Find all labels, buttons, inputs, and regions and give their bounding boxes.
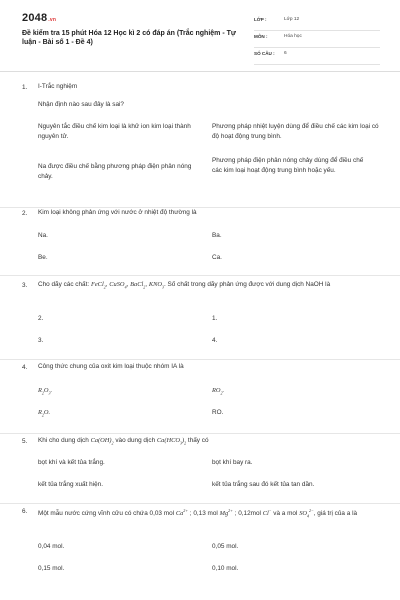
question-text: Công thức chung của oxit kim loại thuộc nhóm IA là [38, 363, 184, 370]
answer-option[interactable]: 0,05 mol. [212, 543, 239, 550]
formula: $Ca(HCO_3)_2$ [156, 437, 187, 446]
answer-option[interactable]: 0,15 mol. [38, 565, 65, 572]
meta-value: 6 [284, 51, 287, 56]
question-number: 6. [22, 508, 28, 515]
answer-option[interactable]: 0,10 mol. [212, 565, 239, 572]
logo-suffix: .vn [48, 17, 57, 23]
document-title: Đề kiểm tra 15 phút Hóa 12 Học kì 2 có đáp án (Trắc nghiệm - Tự luận - Bài số 1 - Đề 4) [22, 30, 236, 46]
answer-option[interactable]: Na. [38, 232, 48, 239]
formula: $SO_4^{2-}$ [299, 508, 314, 519]
answer-option[interactable]: 0,04 mol. [38, 543, 65, 550]
answer-option[interactable]: Phương pháp điện phân nóng chảy dùng để điều chế các kim loại hoạt động trung bình hoặc yếu. [212, 157, 364, 174]
meta-label: MÔN : [254, 34, 268, 39]
answer-option[interactable]: 2. [38, 315, 44, 322]
formula: FeCl$_2$ [90, 281, 106, 290]
answer-option[interactable]: Be. [38, 254, 48, 261]
text-fragment: thấy có [187, 437, 209, 444]
text-fragment: Cho dãy các chất: [38, 281, 90, 288]
question-3 [0, 276, 400, 360]
meta-value: Lớp 12 [284, 17, 300, 22]
answer-option[interactable]: Na được điều chế bằng phương pháp điện phân nóng chảy. [38, 163, 192, 180]
text-fragment: Khi cho dung dịch [38, 437, 89, 444]
answer-option[interactable]: RO. [212, 409, 224, 416]
document-meta [254, 14, 380, 65]
answer-option[interactable]: bọt khí bay ra. [212, 459, 253, 466]
question-text: Cho dãy các chất: FeCl$_2$, CuSO$_4$, BaCl$_2$, $KNO_3$. Số chất trong dãy phản ứng được với dung dịch NaOH là [38, 281, 331, 290]
meta-row-subject [254, 31, 380, 48]
text-fragment: ; 0,12mol [234, 510, 261, 518]
question-number: 1. [22, 84, 28, 91]
formula: $Ca^{2+}$ [175, 508, 188, 518]
answer-option[interactable]: $R_2O_3$. [38, 387, 53, 396]
formula: $KNO_3$ [148, 281, 164, 290]
answer-option[interactable]: Ca. [212, 254, 222, 261]
meta-value: Hóa học [284, 34, 302, 39]
question-text: Kim loại không phản ứng với nước ở nhiệt độ thường là [38, 209, 197, 216]
question-4 [0, 360, 400, 434]
question-text [38, 436, 378, 448]
question-number: 2. [22, 210, 28, 217]
answer-option[interactable]: 4. [212, 337, 218, 344]
formula: CuSO$_4$ [109, 281, 127, 290]
formula: $Mg^{2+}$ [219, 508, 233, 518]
text-fragment: ; 0,13 mol [189, 510, 218, 518]
question-text: Nhận định nào sau đây là sai? [38, 101, 124, 108]
site-logo[interactable] [22, 12, 56, 24]
formula: Cl− [262, 508, 272, 518]
meta-row-class [254, 14, 380, 31]
formula: BaCl$_2$ [130, 281, 146, 290]
question-number: 4. [22, 364, 28, 371]
question-6 [0, 504, 400, 600]
text-fragment: , giá trị của a là [313, 510, 358, 518]
text-fragment: vào dung dịch [115, 437, 156, 444]
answer-option[interactable]: kết tủa trắng sau đó kết tủa tan dần. [212, 481, 315, 488]
meta-label: LỚP : [254, 17, 267, 22]
answer-option[interactable]: 3. [38, 337, 44, 344]
question-text [38, 506, 378, 521]
question-number: 3. [22, 282, 28, 289]
answer-option[interactable]: 1. [212, 315, 218, 322]
question-number: 5. [22, 438, 28, 445]
formula: $Ca(OH)_2$ [90, 437, 114, 446]
answer-option[interactable]: Ba. [212, 232, 222, 239]
question-2 [0, 208, 400, 276]
question-section: I-Trắc nghiệm [38, 83, 78, 90]
answer-option[interactable]: Phương pháp nhiệt luyện dùng để điều chế các kim loại có độ hoạt động trung bình. [212, 123, 379, 140]
question-1 [0, 72, 400, 208]
text-fragment: Số chất trong dãy phản ứng được với dung dịch NaOH là [167, 281, 331, 288]
meta-label: SỐ CÂU : [254, 51, 275, 56]
logo-text: 2048 [22, 12, 48, 24]
text-fragment: Một mẫu nước cứng vĩnh cửu có chứa 0,03 mol [38, 510, 175, 518]
document-header [0, 0, 400, 72]
answer-option[interactable]: Nguyên tắc điều chế kim loại là khử ion kim loại thành nguyên tử. [38, 123, 191, 140]
question-5 [0, 434, 400, 504]
meta-row-question-count [254, 48, 380, 65]
answer-option[interactable]: $RO_2$. [212, 387, 225, 396]
answer-option[interactable]: kết tủa trắng xuất hiện. [38, 481, 104, 488]
answer-option[interactable]: bọt khí và kết tủa trắng. [38, 459, 105, 466]
answer-option[interactable]: $R_2O$. [38, 409, 51, 418]
text-fragment: và a mol [273, 510, 298, 518]
